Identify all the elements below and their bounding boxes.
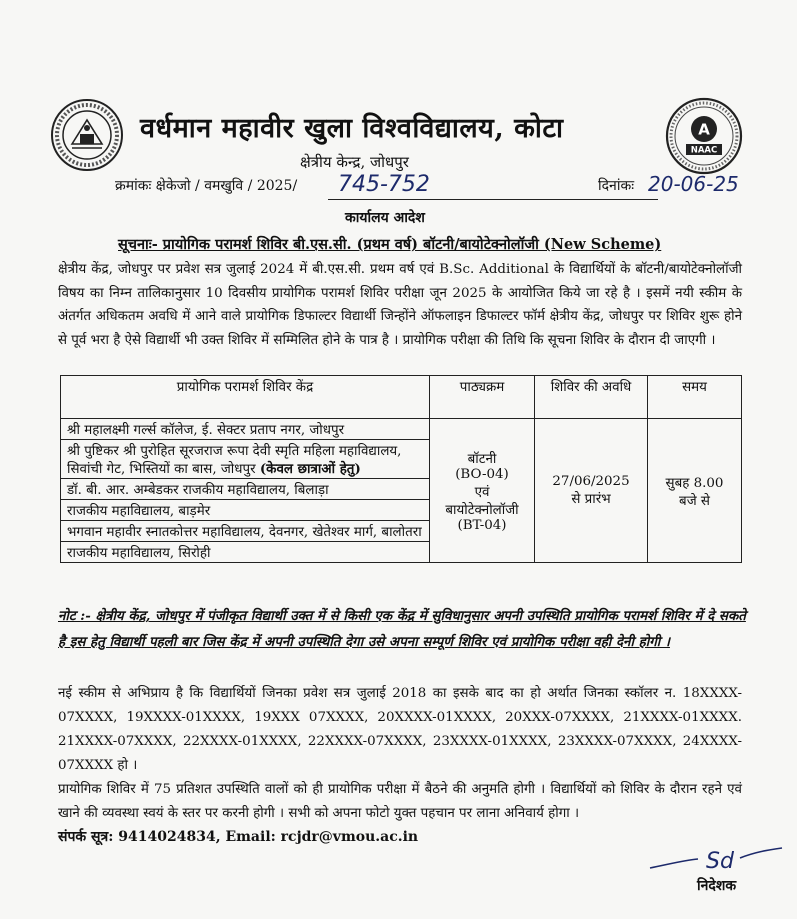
table-header-row [61, 376, 742, 419]
contact-label: संपर्क सूत्र: [58, 829, 114, 845]
subject-line: सूचनाः- प्रायोगिक परामर्श शिविर बी.एस.सी. (प्रथम वर्ष) बॉटनी/बायोटेक्नोलॉजी (New Scheme) [118, 236, 662, 253]
time-line: सुबह 8.00 [665, 475, 724, 491]
signature-mark [640, 838, 790, 880]
course-line: बॉटनी [467, 451, 497, 467]
university-logo [50, 98, 124, 172]
camp-centers-table [60, 375, 742, 563]
naac-label: NAAC [690, 145, 718, 156]
regional-center: क्षेत्रीय केन्द्र, जोधपुर [300, 153, 409, 171]
university-title: वर्धमान महावीर खुला विश्वविद्यालय, कोटा [140, 113, 564, 144]
duration-cell [535, 419, 648, 563]
attendance-paragraph: प्रायोगिक शिविर में 75 प्रतिशत उपस्थिति वालों को ही प्रायोगिक परीक्षा में बैठने की अनुमति होगी । विद्यार्थियों को शिविर के दौरान रहने एवं खाने की व्यवस्था स्वयं के स्तर पर करनी होगी । सभी को अपना फोटो युक्त पहचान पर लाना अनिवार्य होगा । [58, 782, 742, 821]
contact-details: 9414024834, Email: rcjdr@vmou.ac.in [113, 829, 419, 845]
note-paragraph: नोट :- क्षेत्रीय केंद्र, जोधपुर में पंजीकृत विद्यार्थी उक्त में से किसी एक केंद्र में सुविधानुसार अपनी उपस्थिति प्रायोगिक परामर्श शिविर में दे सकते है इस हेतु विद्यार्थी पहली बार जिस केंद्र में अपनी उपस्थिति देगा उसे अपना सम्पूर्ण शिविर एवं प्रायोगिक परीक्षा वही देनी होगी । [58, 608, 746, 650]
center-cell: श्री महालक्ष्मी गर्ल्स कॉलेज, ई. सेक्टर प्रताप नगर, जोधपुर [61, 419, 430, 440]
date-label: दिनांकः [598, 178, 635, 194]
signature-text: Sd [706, 849, 734, 874]
girls-only-note: (केवल छात्राओं हेतु) [259, 461, 361, 477]
course-cell [430, 419, 535, 563]
header-time: समय [648, 376, 742, 419]
contact-line [58, 827, 418, 846]
office-order-heading: कार्यालय आदेश [345, 210, 425, 226]
course-line: एवं [474, 484, 490, 500]
intro-paragraph: क्षेत्रीय केंद्र, जोधपुर पर प्रवेश सत्र जुलाई 2024 में बी.एस.सी. प्रथम वर्ष एवं B.Sc. Additional के विद्यार्थियों के बॉटनी/बायोटेक्नोलॉजी विषय का निम्न तालिकानुसार 10 दिवसीय प्रायोगिक परामर्श शिविर परीक्षा जून 2025 के आयोजित किये जा रहे है । इसमें नयी स्कीम के अंतर्गत अधिकतम अवधि में आने वाले प्रायोगिक डिफाल्टर विद्यार्थी जिन्होंने ऑफलाइन डिफाल्टर फॉर्म क्षेत्रीय केंद्र, जोधपुर पर शिविर शुरू होने से पूर्व भरा है ऐसे विद्यार्थी भी उक्त शिविर में सम्मिलित होने के पात्र है । प्रायोगिक परीक्षा की तिथि कि सूचना शिविर के दौरान दी जाएगी । [58, 262, 742, 348]
duration-line: 27/06/2025 [552, 474, 630, 489]
center-cell: राजकीय महाविद्यालय, बाड़मेर [61, 500, 430, 521]
header-course: पाठ्यक्रम [430, 376, 535, 419]
time-cell [648, 419, 742, 563]
date-value: 20-06-25 [648, 172, 739, 196]
director-designation: निदेशक [697, 878, 737, 894]
time-line: बजे से [679, 493, 710, 509]
course-line: (BT-04) [457, 517, 507, 533]
naac-grade: A [698, 120, 710, 139]
center-cell: भगवान महावीर स्नातकोत्तर महाविद्यालय, देवनगर, खेतेश्वर मार्ग, बालोतरा [61, 521, 430, 542]
center-name: श्री पुष्टिकर श्री पुरोहित सूरजराज रूपा देवी स्मृति महिला महाविद्यालय, सिवांची गेट, भिस्तियों का बास, जोधपुर [67, 444, 402, 477]
course-line: (BO-04) [455, 466, 509, 482]
reference-number: 745-752 [338, 172, 430, 197]
reference-label: क्रमांकः क्षेकेजो / वमखुवि / 2025/ [115, 178, 298, 194]
duration-line: से प्रारंभ [571, 492, 611, 507]
header-duration: शिविर की अवधि [535, 376, 648, 419]
center-cell: डॉ. बी. आर. अम्बेडकर राजकीय महाविद्यालय, बिलाड़ा [61, 479, 430, 500]
header-divider [328, 199, 658, 200]
center-cell: राजकीय महाविद्यालय, सिरोही [61, 542, 430, 563]
naac-logo [664, 96, 744, 176]
course-line: बायोटेक्नोलॉजी [445, 502, 519, 518]
new-scheme-paragraph: नई स्कीम से अभिप्राय है कि विद्यार्थियों जिनका प्रवेश सत्र जुलाई 2018 का इसके बाद का हो अर्थात जिनका स्कॉलर न. 18XXXX-07XXXX, 19XXXX-01XXXX, 19XXX 07XXXX, 20XXXX-01XXXX, 20XXX-07XXXX, 21XXXX-01XXXX. 21XXXX-07XXXX, 22XXXX-01XXXX, 22XXXX-07XXXX, 23XXXX-01XXXX, 23XXXX-07XXXX, 24XXXX-07XXXX हो । [58, 686, 742, 773]
center-cell [61, 440, 430, 479]
header-center: प्रायोगिक परामर्श शिविर केंद्र [61, 376, 430, 419]
table-row [61, 419, 742, 440]
